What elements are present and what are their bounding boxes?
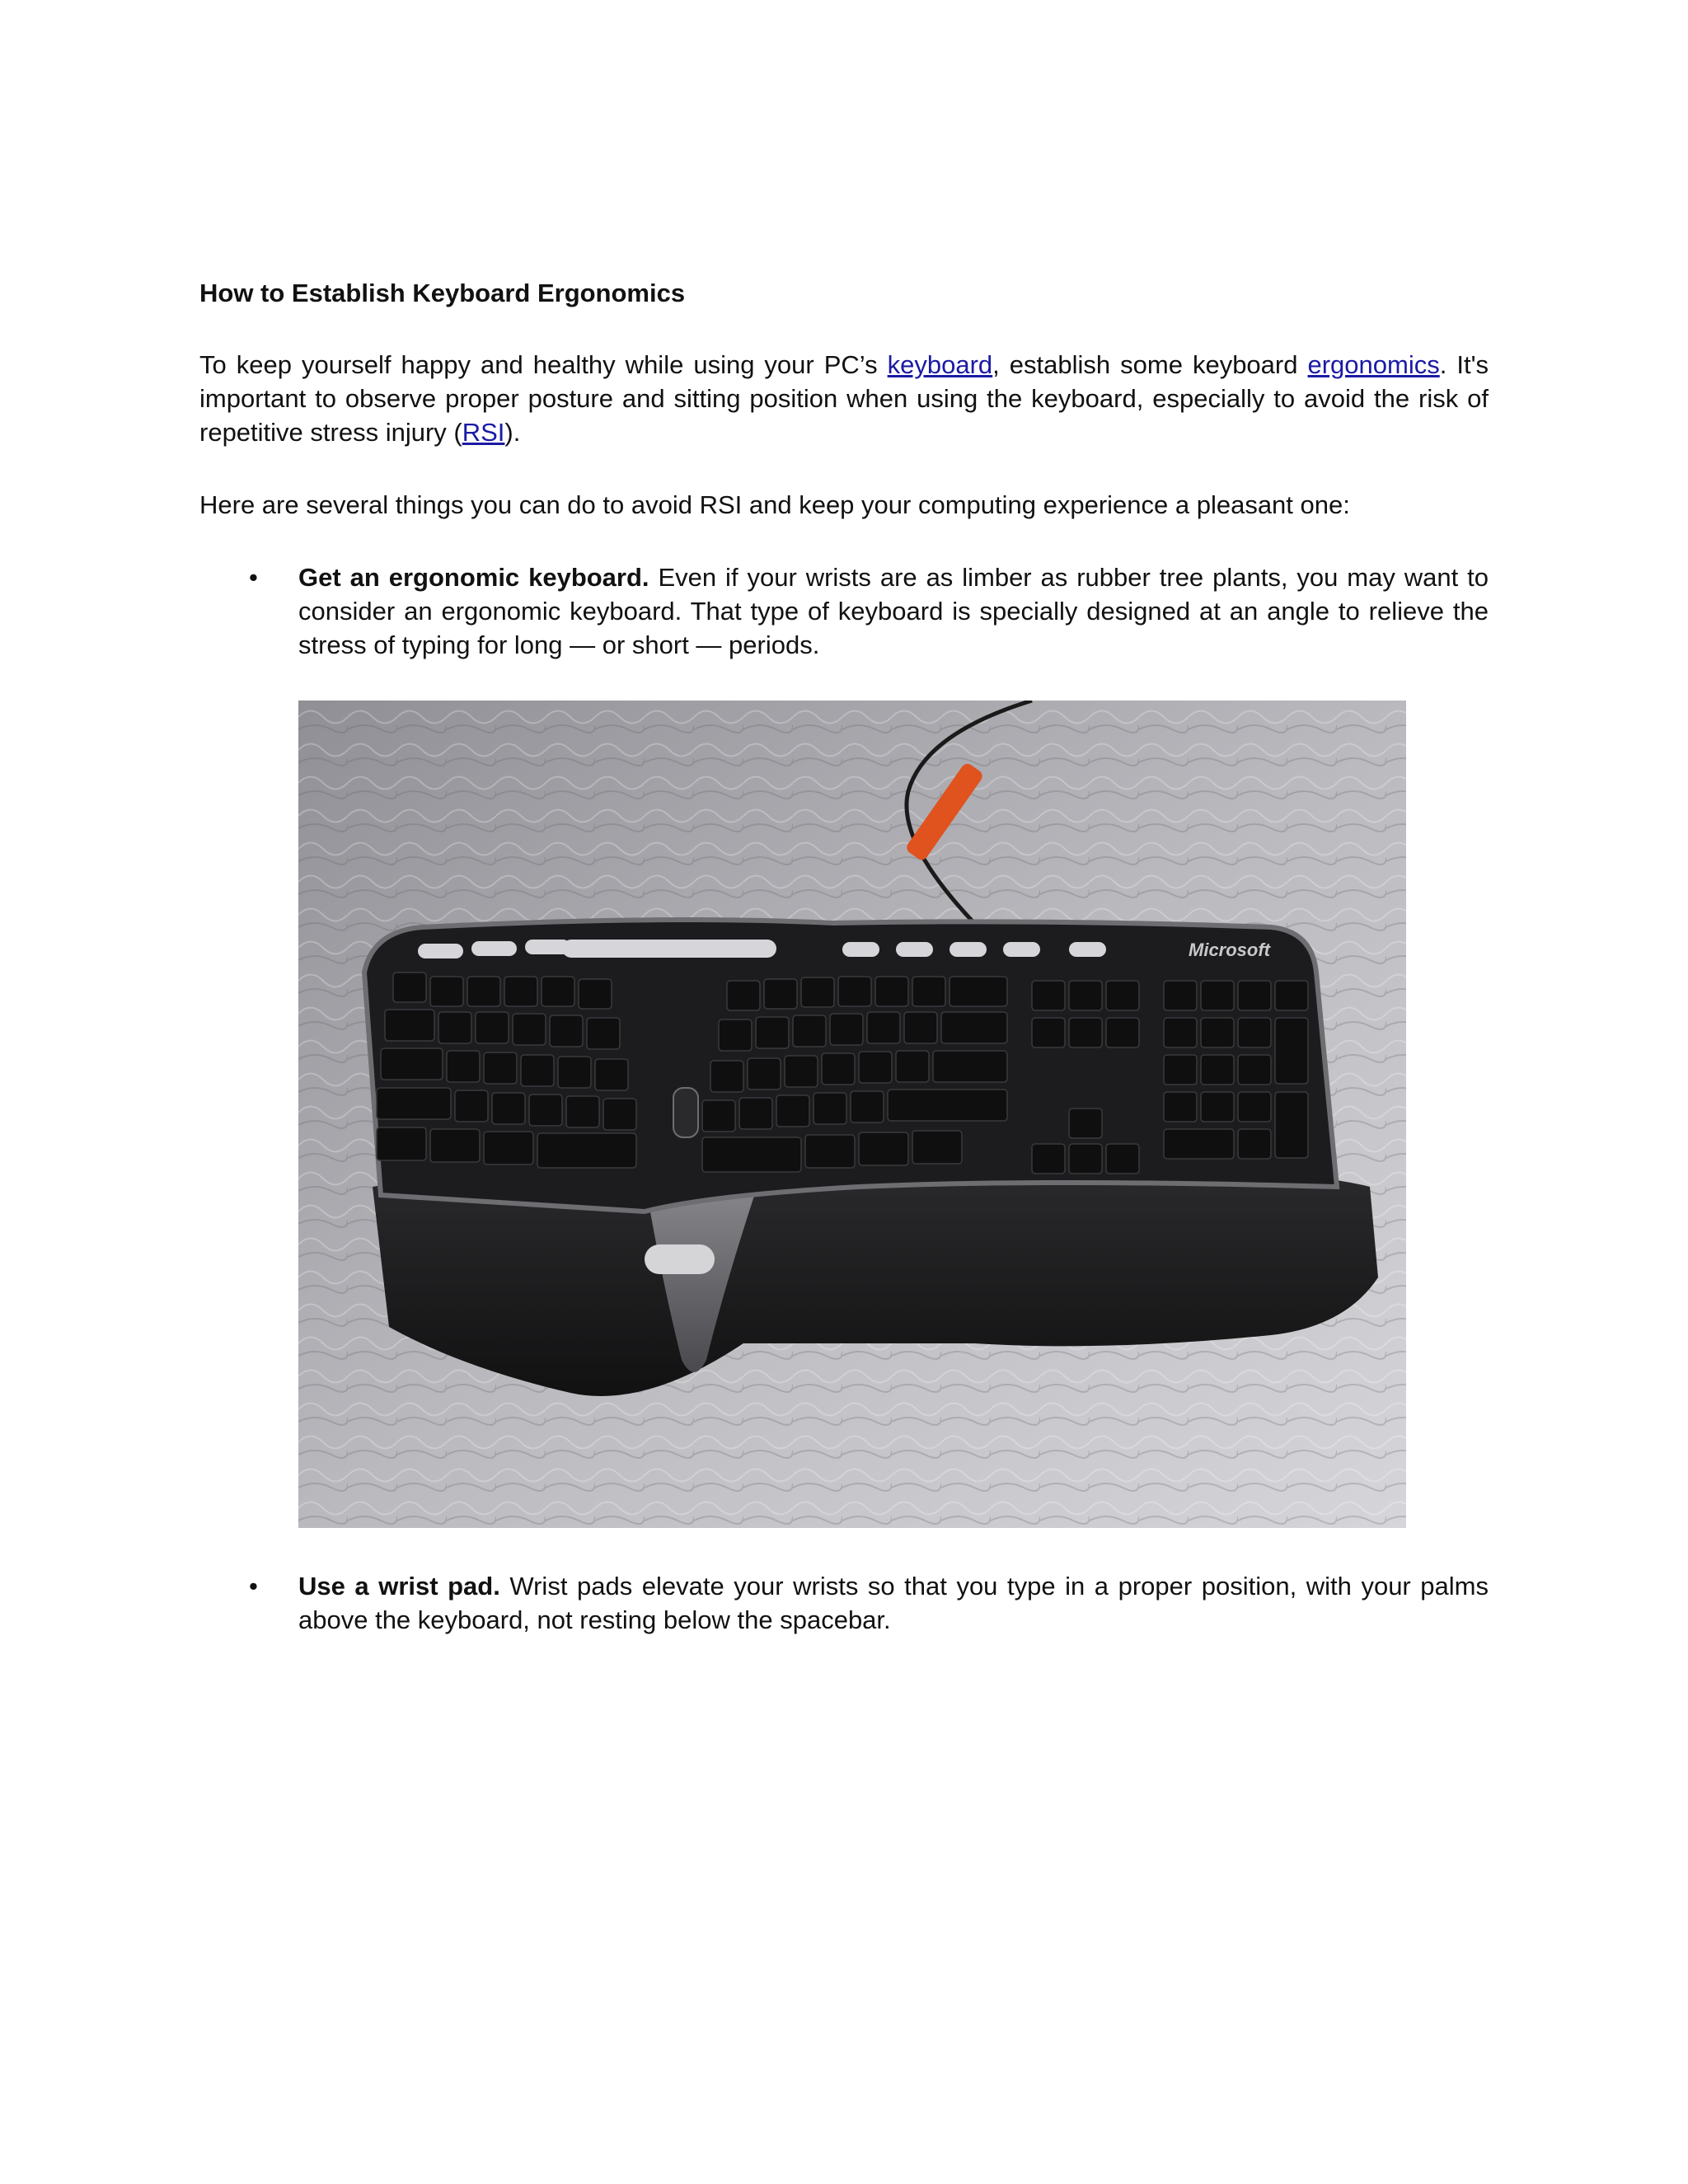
rsi-link[interactable]: RSI xyxy=(462,418,505,447)
scroll-wheel xyxy=(673,1088,698,1137)
intro-text-1: To keep yourself happy and healthy while using your PC’s xyxy=(199,350,888,379)
key-cluster-right xyxy=(702,977,1007,1172)
key-cluster-left xyxy=(377,972,636,1168)
keyboard-link[interactable]: keyboard xyxy=(887,350,993,379)
bullet-icon: • xyxy=(249,563,258,592)
intro-text-4: ). xyxy=(504,418,521,447)
list-item-text xyxy=(298,560,1489,662)
zoom-slider xyxy=(645,1244,715,1274)
list-item-body: Even if your wrists are as limber as rubber tree plants, you may want to consider an ergonomic keyboard. That type of keyboard is specially designed at an angle to relieve the stress of typing for long — or short — periods. xyxy=(298,563,1489,659)
ergonomics-link[interactable]: ergonomics xyxy=(1307,350,1440,379)
list-item-heading: Use a wrist pad. xyxy=(298,1572,500,1601)
page-title: How to Establish Keyboard Ergonomics xyxy=(199,279,686,307)
brand-logo: Microsoft xyxy=(1189,940,1270,960)
lead-paragraph: Here are several things you can do to avoid RSI and keep your computing experience a pleasant one: xyxy=(199,490,1350,519)
ergonomic-keyboard-photo xyxy=(298,701,1406,1528)
list-item-heading: Get an ergonomic keyboard. xyxy=(298,563,649,592)
list-item-body: Wrist pads elevate your wrists so that you type in a proper position, with your palms above the keyboard, not resting below the spacebar. xyxy=(298,1572,1489,1634)
list-item-text xyxy=(298,1569,1489,1637)
bullet-icon: • xyxy=(249,1572,258,1601)
intro-paragraph xyxy=(199,348,1489,449)
intro-text-2: , establish some keyboard xyxy=(992,350,1308,379)
intro-text-3: . It's important to observe proper posture and sitting position when using the keyboard, especially to avoid the risk of repetitive stress injury ( xyxy=(199,350,1489,447)
